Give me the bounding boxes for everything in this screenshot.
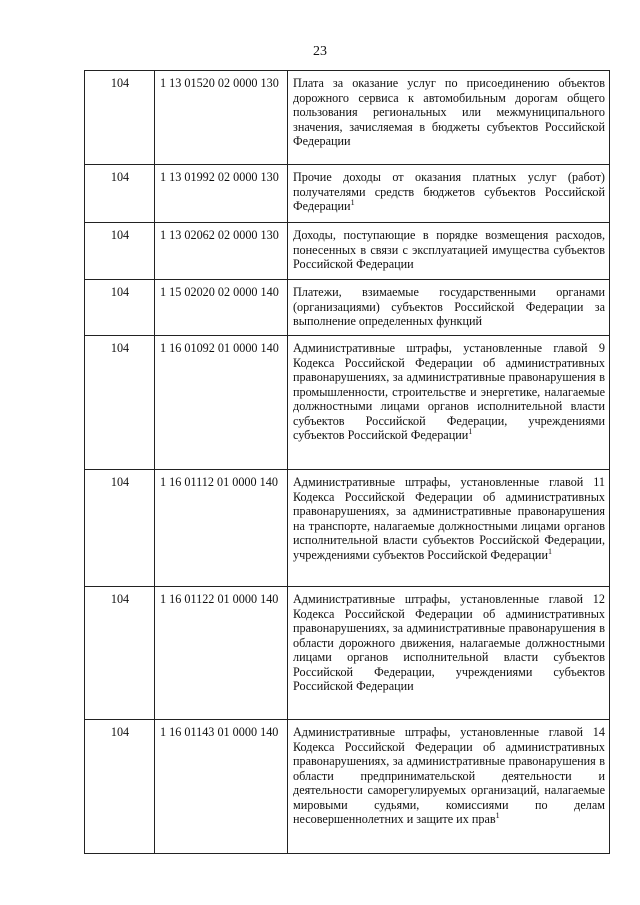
budget-code-cell: 1 15 02020 02 0000 140 bbox=[155, 280, 288, 336]
budget-code-cell: 1 13 02062 02 0000 130 bbox=[155, 223, 288, 280]
footnote-mark: 1 bbox=[350, 197, 355, 207]
description-text: Доходы, поступающие в порядке возмещения расходов, понесенных в связи с эксплуатацией имущества субъектов Российской Федерации bbox=[293, 228, 605, 271]
admin-code-cell: 104 bbox=[85, 280, 155, 336]
description-cell bbox=[288, 71, 610, 165]
description-text: Прочие доходы от оказания платных услуг (работ) получателями средств бюджетов субъектов Российской Федерации bbox=[293, 170, 605, 213]
budget-code-cell: 1 16 01112 01 0000 140 bbox=[155, 470, 288, 587]
table-body bbox=[85, 71, 610, 854]
description-cell bbox=[288, 223, 610, 280]
table-row bbox=[85, 720, 610, 854]
budget-code-cell: 1 16 01122 01 0000 140 bbox=[155, 587, 288, 720]
description-cell bbox=[288, 720, 610, 854]
footnote-mark: 1 bbox=[495, 810, 500, 820]
page-number: 23 bbox=[313, 44, 327, 59]
budget-code-cell: 1 16 01092 01 0000 140 bbox=[155, 336, 288, 470]
table-row bbox=[85, 336, 610, 470]
budget-code-cell: 1 13 01520 02 0000 130 bbox=[155, 71, 288, 165]
description-text: Административные штрафы, установленные главой 14 Кодекса Российской Федерации об административных правонарушениях, за административные правонарушения в области предпринимательской деятельности и деятельности саморегулируемых организаций, налагаемые мировыми судьями, комиссиями по делам несовершеннолетних и защите их прав bbox=[293, 725, 605, 826]
description-cell bbox=[288, 336, 610, 470]
table-row bbox=[85, 165, 610, 223]
admin-code-cell: 104 bbox=[85, 587, 155, 720]
admin-code-cell: 104 bbox=[85, 223, 155, 280]
footnote-mark: 1 bbox=[547, 546, 552, 556]
admin-code-cell: 104 bbox=[85, 165, 155, 223]
admin-code-cell: 104 bbox=[85, 470, 155, 587]
admin-code-cell: 104 bbox=[85, 336, 155, 470]
table-row bbox=[85, 71, 610, 165]
admin-code-cell: 104 bbox=[85, 720, 155, 854]
budget-code-cell: 1 13 01992 02 0000 130 bbox=[155, 165, 288, 223]
description-text: Административные штрафы, установленные главой 12 Кодекса Российской Федерации об административных правонарушениях, за административные правонарушения в области дорожного движения, налагаемые должностными лицами органов исполнительной власти субъектов Российской Федерации, учреждениями субъектов Российской Федерации bbox=[293, 592, 605, 693]
description-cell bbox=[288, 587, 610, 720]
footnote-mark: 1 bbox=[468, 426, 473, 436]
table-row bbox=[85, 587, 610, 720]
description-text: Административные штрафы, установленные главой 11 Кодекса Российской Федерации об административных правонарушениях, за административные правонарушения на транспорте, налагаемые должностными лицами органов исполнительной власти субъектов Российской Федерации, учреждениями субъектов Российской Федерации bbox=[293, 475, 605, 562]
description-text: Плата за оказание услуг по присоединению объектов дорожного сервиса к автомобильным дорогам общего пользования региональных или межмуниципального значения, зачисляемая в бюджеты субъектов Российской Федерации bbox=[293, 76, 605, 148]
description-cell bbox=[288, 280, 610, 336]
table-row bbox=[85, 280, 610, 336]
admin-code-cell: 104 bbox=[85, 71, 155, 165]
budget-code-cell: 1 16 01143 01 0000 140 bbox=[155, 720, 288, 854]
table-row bbox=[85, 223, 610, 280]
budget-revenue-table bbox=[84, 70, 610, 854]
description-text: Платежи, взимаемые государственными органами (организациями) субъектов Российской Федерации за выполнение определенных функций bbox=[293, 285, 605, 328]
table-row bbox=[85, 470, 610, 587]
description-cell bbox=[288, 470, 610, 587]
description-text: Административные штрафы, установленные главой 9 Кодекса Российской Федерации об административных правонарушениях, за административные правонарушения в промышленности, строительстве и энергетике, налагаемые должностными лицами органов исполнительной власти субъектов Российской Федерации, учреждениями субъектов Российской Федерации bbox=[293, 341, 605, 442]
description-cell bbox=[288, 165, 610, 223]
